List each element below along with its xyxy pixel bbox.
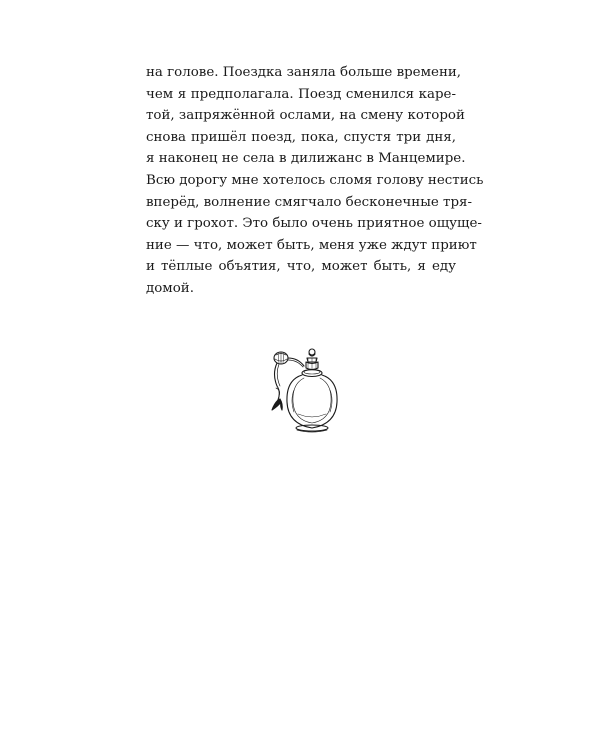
text-line: и тёплые объятия, что, может быть, я еду <box>146 259 456 275</box>
text-line: домой. <box>146 280 194 296</box>
body-text <box>146 62 484 300</box>
text-line: ние — что, может быть, меня уже ждут приют <box>146 237 477 253</box>
text-line: снова пришёл поезд, пока, спустя три дня, <box>146 129 456 145</box>
text-line: ску и грохот. Это было очень приятное ощуще- <box>146 216 482 232</box>
text-line: той, запряжённой ослами, на смену которой <box>146 108 465 124</box>
text-line: Всю дорогу мне хотелось сломя голову нестись <box>146 172 484 188</box>
text-line: вперёд, волнение смягчало бесконечные тря- <box>146 194 473 210</box>
text-line: я наконец не села в дилижанс в Манцемире. <box>146 151 466 167</box>
text-line: чем я предполагала. Поезд сменился каре- <box>146 86 456 102</box>
perfume-bottle-icon <box>268 344 352 436</box>
text-line: на голове. Поездка заняла больше времени, <box>146 65 462 80</box>
